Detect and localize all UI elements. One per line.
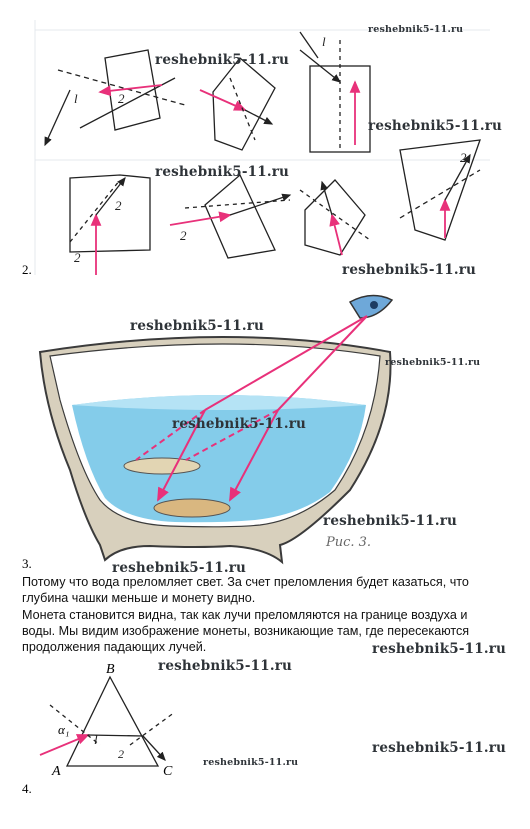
watermark: reshebnik5-11.ru [155,52,290,68]
svg-text:2: 2 [74,250,81,265]
watermark: reshebnik5-11.ru [130,318,265,334]
watermark: reshebnik5-11.ru [158,658,293,674]
watermark: reshebnik5-11.ru [323,513,458,529]
vertex-a-label: A [52,764,61,779]
watermark: reshebnik5-11.ru [203,757,299,768]
svg-text:2: 2 [118,747,124,761]
svg-text:2: 2 [180,228,187,243]
sketch-2 [200,58,275,150]
vertex-b-label: B [106,662,115,677]
watermark: reshebnik5-11.ru [112,560,247,576]
svg-text:2: 2 [460,150,467,165]
watermark: reshebnik5-11.ru [155,164,290,180]
answer-line: Монета становится видна, так как лучи преломляются на границе воздуха и [22,607,468,622]
section-label-2: 2. [22,262,32,277]
svg-text:2: 2 [115,198,122,213]
answer-line: глубина чашки меньше и монету видно. [22,591,256,606]
answer-line: Потому что вода преломляет свет. За счет преломления будет казаться, что [22,575,469,589]
watermark: reshebnik5-11.ru [368,24,464,35]
angle-alpha-label: α₁ [58,722,70,737]
watermark: reshebnik5-11.ru [372,740,507,756]
watermark: reshebnik5-11.ru [385,357,481,368]
svg-text:l: l [74,91,78,106]
svg-text:2: 2 [118,91,125,106]
sketch-5 [170,175,290,258]
vertex-c-label: C [163,764,173,779]
sketch-4 [70,175,150,275]
watermark: reshebnik5-11.ru [372,641,507,657]
section-label-4: 4. [22,781,32,796]
sketch-6 [300,180,370,255]
sketch-3 [300,32,370,152]
answer-line: продолжения падающих лучей. [22,640,207,655]
svg-text:l: l [322,34,326,49]
watermark: reshebnik5-11.ru [172,416,307,432]
watermark: reshebnik5-11.ru [342,262,477,278]
answer-line: воды. Мы видим изображение монеты, возникающие там, где пересекаются [22,623,470,638]
section-label-3: 3. [22,556,32,571]
svg-text:l: l [94,732,98,747]
watermark: reshebnik5-11.ru [368,118,503,134]
figure-caption: Рис. 3. [326,535,372,550]
sketch-7 [400,140,480,240]
